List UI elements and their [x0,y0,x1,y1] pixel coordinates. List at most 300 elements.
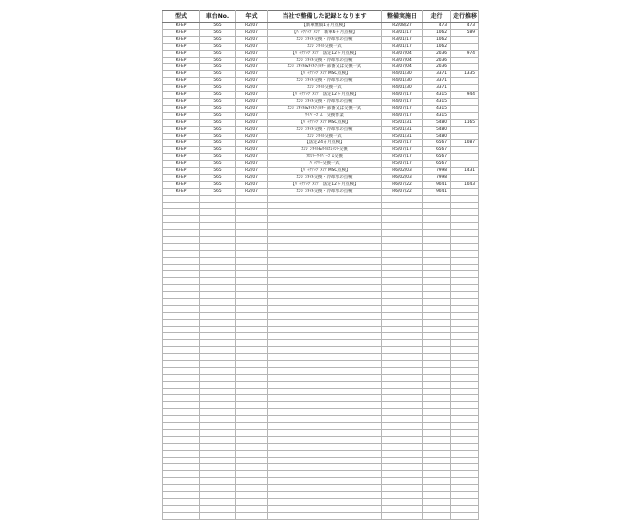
cell-model: KFEP [163,161,200,168]
cell-year: R2/07 [236,50,268,57]
cell-mileage-change: 1087 [451,140,479,147]
cell-mileage-change [451,174,479,181]
empty-row [163,223,479,230]
cell-year: R2/07 [236,78,268,85]
cell-chassis-no: 565 [200,188,236,195]
cell-mileage-change [451,243,479,250]
cell-model [163,285,200,292]
cell-service-item [268,464,382,471]
empty-row [163,416,479,423]
cell-year [236,278,268,285]
cell-model: KFEP [163,154,200,161]
cell-chassis-no [200,209,236,216]
cell-model [163,423,200,430]
cell-chassis-no: 565 [200,181,236,188]
cell-chassis-no [200,361,236,368]
cell-model: KFEP [163,64,200,71]
cell-service-date [382,305,423,312]
cell-chassis-no: 565 [200,36,236,43]
cell-chassis-no [200,464,236,471]
cell-service-item: 【ﾊﾞｯｸｱｯﾌﾟﾒﾝﾃ 法定12ヶ月点検】 [268,50,382,57]
empty-row [163,354,479,361]
cell-service-item: 【ﾊﾞｯｸｱｯﾌﾟﾒﾝﾃ MSC点検】 [268,119,382,126]
cell-service-item [268,409,382,416]
cell-year [236,388,268,395]
cell-model [163,457,200,464]
cell-year [236,367,268,374]
cell-service-date: R4/07/17 [382,98,423,105]
empty-row [163,292,479,299]
cell-year: R2/07 [236,140,268,147]
cell-mileage-change [451,85,479,92]
cell-mileage-change [451,395,479,402]
cell-mileage [423,374,451,381]
cell-chassis-no: 565 [200,50,236,57]
cell-mileage [423,202,451,209]
cell-service-date [382,402,423,409]
cell-model: KFEP [163,98,200,105]
cell-model [163,319,200,326]
cell-chassis-no: 565 [200,161,236,168]
cell-mileage: 3371 [423,71,451,78]
cell-service-item [268,209,382,216]
cell-year [236,512,268,519]
cell-chassis-no [200,388,236,395]
cell-mileage: 4315 [423,112,451,119]
cell-service-item [268,505,382,512]
cell-model: KFEP [163,23,200,30]
cell-mileage-change [451,457,479,464]
cell-mileage: 5480 [423,119,451,126]
empty-row [163,230,479,237]
cell-mileage [423,429,451,436]
cell-mileage [423,512,451,519]
cell-service-item [268,250,382,257]
empty-row [163,450,479,457]
cell-chassis-no: 565 [200,85,236,92]
cell-model [163,361,200,368]
empty-row [163,478,479,485]
table-row [163,64,479,71]
empty-row [163,347,479,354]
cell-model: KFEP [163,188,200,195]
cell-year: R2/07 [236,105,268,112]
cell-service-item [268,299,382,306]
cell-service-item [268,292,382,299]
cell-service-date [382,409,423,416]
cell-mileage-change [451,216,479,223]
cell-mileage: 3371 [423,85,451,92]
cell-chassis-no [200,381,236,388]
table-row [163,43,479,50]
table-row [163,29,479,36]
cell-mileage-change: 1043 [451,181,479,188]
empty-row [163,285,479,292]
cell-service-item: 【新車無償1ヵ月点検】 [268,23,382,30]
cell-mileage-change [451,305,479,312]
table-row [163,188,479,195]
cell-mileage [423,333,451,340]
cell-service-date [382,271,423,278]
cell-model: KFEP [163,43,200,50]
cell-model [163,271,200,278]
cell-year: R2/07 [236,85,268,92]
empty-row [163,505,479,512]
cell-model: KFEP [163,78,200,85]
cell-year [236,464,268,471]
cell-service-date: R3/07/04 [382,57,423,64]
cell-mileage [423,354,451,361]
cell-chassis-no [200,333,236,340]
header-year: 年式 [236,11,268,23]
cell-mileage [423,436,451,443]
cell-year [236,326,268,333]
cell-chassis-no [200,478,236,485]
cell-chassis-no [200,374,236,381]
cell-model [163,278,200,285]
cell-service-date: R5/01/31 [382,126,423,133]
cell-service-date [382,230,423,237]
cell-model [163,326,200,333]
cell-mileage-change [451,299,479,306]
cell-service-item [268,402,382,409]
cell-mileage-change [451,154,479,161]
cell-model [163,388,200,395]
empty-row [163,464,479,471]
cell-mileage-change [451,237,479,244]
cell-mileage-change [451,64,479,71]
cell-year: R2/07 [236,154,268,161]
cell-mileage [423,361,451,368]
cell-chassis-no [200,505,236,512]
table-row [163,126,479,133]
cell-service-date: R6/02/03 [382,174,423,181]
cell-chassis-no: 565 [200,78,236,85]
cell-model [163,416,200,423]
cell-mileage [423,450,451,457]
cell-year: R2/07 [236,174,268,181]
cell-model [163,223,200,230]
cell-chassis-no [200,195,236,202]
cell-service-item [268,485,382,492]
cell-service-date [382,223,423,230]
cell-service-item [268,257,382,264]
cell-model [163,209,200,216]
cell-year [236,340,268,347]
cell-year: R2/07 [236,64,268,71]
cell-chassis-no [200,278,236,285]
cell-year [236,237,268,244]
cell-mileage [423,292,451,299]
table-body [163,23,479,520]
cell-model: KFEP [163,174,200,181]
cell-service-item: ｴﾝｼﾞﾝｵｲﾙ交換・冷却水の点検 [268,57,382,64]
cell-service-item [268,230,382,237]
cell-chassis-no [200,250,236,257]
table-row [163,57,479,64]
cell-mileage [423,395,451,402]
cell-model [163,374,200,381]
cell-service-date: R4/07/17 [382,112,423,119]
cell-service-date [382,354,423,361]
cell-service-item [268,326,382,333]
cell-service-date [382,457,423,464]
cell-mileage-change: 974 [451,50,479,57]
cell-chassis-no: 565 [200,64,236,71]
cell-chassis-no [200,319,236,326]
cell-service-item [268,312,382,319]
cell-model: KFEP [163,57,200,64]
table-row [163,85,479,92]
cell-chassis-no [200,423,236,430]
table-row [163,50,479,57]
cell-service-date [382,312,423,319]
cell-model [163,333,200,340]
cell-mileage [423,243,451,250]
cell-service-date: R3/01/17 [382,29,423,36]
cell-mileage-change [451,36,479,43]
empty-row [163,271,479,278]
cell-chassis-no: 565 [200,119,236,126]
cell-chassis-no [200,429,236,436]
table-row [163,71,479,78]
cell-chassis-no [200,299,236,306]
cell-service-date [382,471,423,478]
cell-service-item [268,512,382,519]
cell-service-date: R6/07/22 [382,188,423,195]
cell-service-date: R3/07/04 [382,64,423,71]
cell-service-item [268,347,382,354]
cell-mileage-change [451,285,479,292]
empty-row [163,209,479,216]
cell-service-date [382,319,423,326]
cell-mileage-change [451,112,479,119]
cell-service-date [382,505,423,512]
cell-model: KFEP [163,112,200,119]
cell-model [163,250,200,257]
empty-row [163,340,479,347]
cell-model: KFEP [163,140,200,147]
cell-mileage-change [451,416,479,423]
cell-chassis-no [200,436,236,443]
cell-year [236,250,268,257]
empty-row [163,374,479,381]
cell-service-item [268,491,382,498]
empty-row [163,312,479,319]
empty-row [163,409,479,416]
empty-row [163,237,479,244]
cell-mileage-change [451,312,479,319]
cell-mileage: 2036 [423,57,451,64]
cell-service-item [268,498,382,505]
cell-service-item: ｴﾝｼﾞﾝｵｲﾙ交換・冷却水の点検 [268,36,382,43]
cell-service-item: ﾜｲﾊﾟｰｺﾞﾑ 交換作業 [268,112,382,119]
cell-mileage: 1062 [423,43,451,50]
cell-service-date [382,395,423,402]
cell-year: R2/07 [236,36,268,43]
cell-year: R2/07 [236,71,268,78]
cell-service-date [382,374,423,381]
cell-service-item: 【ﾊﾞｯｸｱｯﾌﾟﾒﾝﾃ 新車6ヶ月点検】 [268,29,382,36]
empty-row [163,457,479,464]
cell-mileage [423,305,451,312]
cell-service-date [382,326,423,333]
cell-year: R2/07 [236,119,268,126]
cell-mileage-change [451,78,479,85]
cell-service-item [268,443,382,450]
cell-model: KFEP [163,168,200,175]
cell-model [163,216,200,223]
cell-mileage [423,443,451,450]
cell-mileage-change [451,478,479,485]
cell-service-date: R4/01/30 [382,85,423,92]
cell-year: R2/07 [236,147,268,154]
cell-mileage-change [451,105,479,112]
cell-model [163,347,200,354]
cell-mileage [423,409,451,416]
cell-service-item: 【ﾊﾞｯｸｱｯﾌﾟﾒﾝﾃ MSC点検】 [268,71,382,78]
cell-service-date [382,381,423,388]
cell-service-item [268,423,382,430]
cell-service-date [382,237,423,244]
cell-mileage [423,237,451,244]
empty-row [163,326,479,333]
cell-mileage-change [451,491,479,498]
cell-year: R2/07 [236,168,268,175]
empty-row [163,429,479,436]
cell-model [163,395,200,402]
empty-row [163,471,479,478]
cell-mileage [423,381,451,388]
cell-mileage-change [451,230,479,237]
cell-mileage [423,471,451,478]
cell-mileage-change [451,195,479,202]
cell-year [236,223,268,230]
cell-year: R2/07 [236,181,268,188]
cell-mileage-change [451,450,479,457]
cell-service-item: ｴﾝｼﾞﾝｵｲﾙ&ｵｲﾙﾌｨﾙﾀｰ 部番又は交換一式 [268,64,382,71]
cell-mileage [423,416,451,423]
cell-year [236,257,268,264]
cell-mileage-change [451,264,479,271]
cell-mileage [423,340,451,347]
cell-service-date: R4/07/17 [382,92,423,99]
cell-year [236,354,268,361]
cell-year: R2/07 [236,23,268,30]
cell-mileage-change [451,223,479,230]
cell-chassis-no: 565 [200,154,236,161]
cell-year: R2/07 [236,92,268,99]
cell-model: KFEP [163,119,200,126]
cell-service-date [382,485,423,492]
cell-mileage-change [451,374,479,381]
header-model: 型式 [163,11,200,23]
empty-row [163,305,479,312]
cell-model [163,237,200,244]
cell-mileage [423,264,451,271]
cell-mileage-change [451,202,479,209]
cell-chassis-no [200,471,236,478]
cell-service-date [382,216,423,223]
cell-mileage: 473 [423,23,451,30]
cell-mileage [423,278,451,285]
cell-service-date: R5/01/31 [382,133,423,140]
cell-year [236,299,268,306]
cell-model [163,381,200,388]
cell-service-date [382,498,423,505]
cell-mileage-change [451,161,479,168]
cell-year [236,230,268,237]
cell-service-date [382,450,423,457]
cell-service-date: R3/07/04 [382,50,423,57]
cell-year [236,457,268,464]
table-row [163,119,479,126]
cell-service-item [268,216,382,223]
cell-year [236,423,268,430]
table-row [163,92,479,99]
cell-chassis-no [200,485,236,492]
cell-mileage [423,285,451,292]
cell-service-date [382,388,423,395]
cell-model: KFEP [163,50,200,57]
cell-chassis-no [200,271,236,278]
cell-year: R2/07 [236,29,268,36]
cell-service-item: 【ﾊﾞｯｸｱｯﾌﾟﾒﾝﾃ 法定12ヶ月点検】 [268,92,382,99]
cell-service-item [268,354,382,361]
cell-chassis-no [200,292,236,299]
cell-mileage-change [451,188,479,195]
cell-year [236,271,268,278]
empty-row [163,367,479,374]
cell-mileage-change [451,133,479,140]
cell-mileage-change [451,347,479,354]
empty-row [163,381,479,388]
empty-row [163,443,479,450]
cell-mileage: 7998 [423,174,451,181]
table-row [163,23,479,30]
cell-model [163,305,200,312]
cell-mileage [423,388,451,395]
empty-row [163,278,479,285]
cell-model [163,202,200,209]
cell-mileage [423,299,451,306]
cell-service-date: R4/01/30 [382,71,423,78]
cell-mileage [423,347,451,354]
cell-service-item [268,202,382,209]
cell-mileage-change [451,326,479,333]
table-row [163,147,479,154]
cell-mileage [423,423,451,430]
cell-model: KFEP [163,126,200,133]
cell-service-date: R6/02/03 [382,168,423,175]
cell-year [236,443,268,450]
cell-model [163,436,200,443]
cell-model [163,257,200,264]
cell-model [163,471,200,478]
cell-mileage: 3371 [423,78,451,85]
cell-service-item [268,381,382,388]
cell-chassis-no [200,450,236,457]
cell-model: KFEP [163,181,200,188]
table-row [163,154,479,161]
table-row [163,161,479,168]
cell-mileage: 7998 [423,168,451,175]
cell-mileage [423,485,451,492]
cell-service-item [268,305,382,312]
cell-mileage-change [451,126,479,133]
cell-mileage-change [451,471,479,478]
cell-mileage: 1062 [423,36,451,43]
